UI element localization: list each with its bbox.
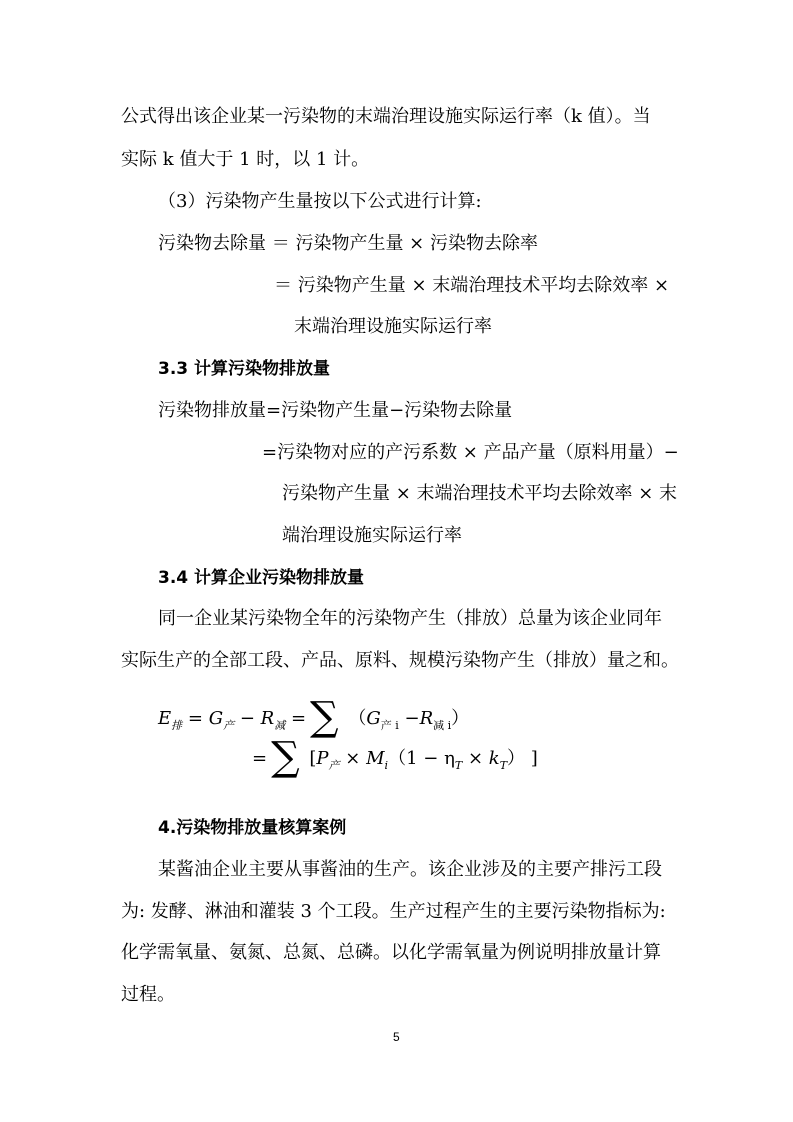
equation-paren: （ [348,708,367,729]
paragraph-line: 化学需氧量、氨氮、总氮、总磷。以化学需氧量为例说明排放量计算 [121,942,661,963]
equation-paren: （1 − [388,748,439,769]
equation-line-2 [252,734,538,780]
equation-subscript: T [454,759,463,772]
paragraph-line: 为: 发酵、淋油和灌装 3 个工段。生产过程产生的主要污染物指标为: [121,901,666,922]
equation-subscript: 排 [171,719,183,732]
equation-subscript: 减 i [433,719,452,732]
equation-symbol: R [419,708,434,729]
equation-operator: × [467,748,484,769]
equation-subscript: T [499,759,508,772]
equation-symbol: M [366,748,385,769]
summation-sign: ∑ [310,694,339,740]
paragraph-line: 过程。 [121,984,175,1005]
formula-line: =污染物对应的产污系数 × 产品产量（原料用量）− [262,442,679,463]
formula-line: 污染物排放量=污染物产生量−污染物去除量 [158,400,513,421]
formula-line: ＝ 污染物产生量 × 末端治理技术平均去除效率 × [274,275,670,296]
equation-subscript: 产 [223,719,235,732]
paragraph-line: 公式得出该企业某一污染物的末端治理设施实际运行率（k 值）。当 [121,106,651,127]
paragraph-line: 实际 k 值大于 1 时，以 1 计。 [121,149,370,170]
equation-paren: ） [507,748,526,769]
equation-symbol: G [208,708,224,729]
formula-line: 污染物产生量 × 末端治理技术平均去除效率 × 末 [282,483,678,504]
equation-operator: = [252,748,268,769]
equation-symbol: G [366,708,381,729]
equation-bracket: ] [530,748,538,769]
formula-line: 污染物去除量 ＝ 污染物产生量 × 污染物去除率 [158,233,538,254]
formula-line: 端治理设施实际运行率 [282,525,462,546]
equation-operator: = [290,708,307,729]
equation-bracket: [ [309,748,317,769]
equation-operator: − [239,708,255,729]
summation-sign: ∑ [271,734,300,780]
equation-subscript: 产 i [380,719,399,732]
equation-operator: − [404,708,420,729]
equation-symbol: η [444,748,455,769]
equation-paren: ） [451,708,470,729]
page-number: 5 [393,1030,400,1044]
section-heading: 3.3 计算污染物排放量 [158,359,331,379]
equation-symbol: R [260,708,275,729]
section-heading: 4.污染物排放量核算案例 [158,818,347,838]
paragraph-line: 某酱油企业主要从事酱油的生产。该企业涉及的主要产排污工段 [158,859,662,880]
paragraph-line: 实际生产的全部工段、产品、原料、规模污染物产生（排放）量之和。 [121,650,679,671]
equation-operator: = [187,708,203,729]
paragraph-line: 同一企业某污染物全年的污染物产生（排放）总量为该企业同年 [158,608,662,629]
equation-symbol: P [316,748,329,769]
section-heading: 3.4 计算企业污染物排放量 [158,568,365,588]
equation-subscript: 产 [328,759,340,772]
equation-symbol: E [158,708,172,729]
paragraph-line: （3）污染物产生量按以下公式进行计算: [158,191,482,212]
equation-subscript: 减 [274,719,286,732]
equation-operator: × [345,748,361,769]
equation-symbol: k [488,748,500,769]
equation-subscript: i [384,759,389,772]
formula-line: 末端治理设施实际运行率 [294,316,492,337]
equation-line-1 [158,694,470,740]
